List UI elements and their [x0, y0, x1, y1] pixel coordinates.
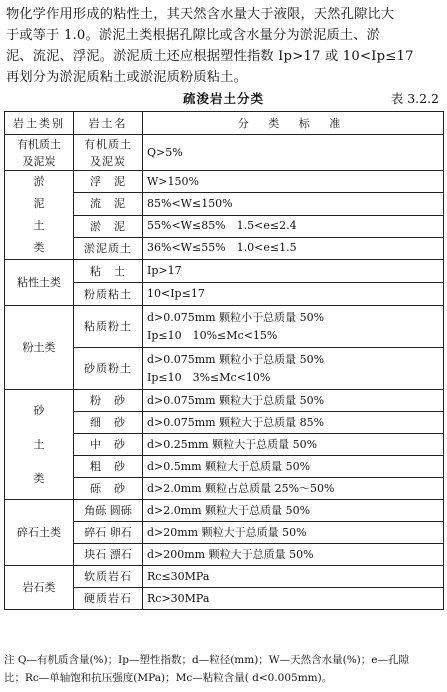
criterion-cell: d>0.075mm 颗粒大于总质量 85%	[143, 412, 444, 434]
note-line: 注 Q—有机质含量(%)；Ip—塑性指数；d—粒径(mm)；W—天然含水量(%)；e—孔隙	[4, 654, 409, 666]
name-cell: 砂质粉土	[74, 348, 143, 390]
paragraph-line: 泥、流泥、浮泥。淤泥质土还应根据塑性指数 Ip>17 或 10<Ip≤17	[6, 49, 414, 64]
category-char: 土	[33, 219, 45, 232]
criterion-cell: Rc≤30MPa	[143, 566, 444, 588]
category-cell	[5, 171, 74, 260]
paragraph-line: 物化学作用形成的粘性土，其天然含水量大于液限，天然孔隙比大	[6, 7, 395, 22]
criterion-cell: 10<Ip≤17	[143, 283, 444, 306]
name-cell: 砾 砂	[74, 478, 143, 500]
criterion-cell: 55%<W≤85% 1.5<e≤2.4	[143, 215, 444, 237]
criterion-text: d>0.075mm 颗粒小于总质量 50%	[147, 310, 325, 324]
table-note	[4, 651, 444, 687]
paragraph-line: 于或等于 1.0。淤泥土类根据孔隙比或含水量分为淤泥质土、淤	[6, 28, 381, 43]
table-header-row	[5, 112, 444, 135]
criterion-cell: Q>5%	[143, 135, 444, 171]
name-cell: 硬质岩石	[74, 588, 143, 610]
criterion-cell	[143, 306, 444, 348]
paragraph-line: 再划分为淤泥质粘土或淤泥质粉质粘土。	[6, 70, 247, 85]
body-paragraph	[6, 4, 442, 88]
soil-classification-table	[4, 111, 444, 610]
table-row	[5, 390, 444, 412]
table-number: 表 3.2.2	[390, 91, 439, 106]
criterion-text: Ip≤10 10%≤Mc<15%	[147, 328, 278, 342]
criterion-cell: d>200mm 颗粒大于总质量 50%	[143, 544, 444, 566]
criterion-cell: W>150%	[143, 171, 444, 193]
criterion-cell: Ip>17	[143, 260, 444, 283]
category-text: 及泥炭	[22, 154, 56, 168]
category-char: 泥	[33, 197, 45, 210]
criterion-cell: d>20mm 颗粒大于总质量 50%	[143, 522, 444, 544]
name-cell	[74, 135, 143, 171]
criterion-cell: Rc>30MPa	[143, 588, 444, 610]
name-cell: 软质岩石	[74, 566, 143, 588]
criterion-cell: d>2.0mm 颗粒大于总质量 50%	[143, 500, 444, 522]
name-text: 及泥炭	[90, 154, 126, 168]
category-char: 砂	[33, 403, 45, 417]
name-cell: 淤泥质土	[74, 237, 143, 259]
criterion-cell: d>0.075mm 颗粒大于总质量 50%	[143, 390, 444, 412]
name-cell: 粉质粘土	[74, 283, 143, 306]
criterion-text: Ip≤10 3%≤Mc<10%	[147, 370, 271, 384]
criterion-cell: 36%<W≤55% 1.0<e≤1.5	[143, 237, 444, 259]
table-row	[5, 171, 444, 193]
table-caption	[0, 89, 447, 107]
name-cell: 淤 泥	[74, 215, 143, 237]
table-row	[5, 566, 444, 588]
name-cell: 粘 土	[74, 260, 143, 283]
criterion-cell: 85%<W≤150%	[143, 193, 444, 215]
table-row	[5, 135, 444, 171]
name-cell: 块石 漂石	[74, 544, 143, 566]
table-row	[5, 306, 444, 348]
name-cell: 角砾 圆砾	[74, 500, 143, 522]
name-cell: 浮 泥	[74, 171, 143, 193]
category-cell: 粉土类	[5, 306, 74, 390]
table-row	[5, 500, 444, 522]
table-row	[5, 260, 444, 283]
criterion-cell: d>2.0mm 颗粒占总质量 25%～50%	[143, 478, 444, 500]
category-cell	[5, 135, 74, 171]
table-title: 疏浚岩土分类	[182, 91, 264, 106]
criterion-cell: d>0.25mm 颗粒大于总质量 50%	[143, 434, 444, 456]
header-category: 岩土类别	[5, 112, 74, 135]
name-cell: 细 砂	[74, 412, 143, 434]
name-cell: 中 砂	[74, 434, 143, 456]
name-cell: 碎石 卵石	[74, 522, 143, 544]
criterion-cell	[143, 348, 444, 390]
header-criterion: 分 类 标 准	[143, 112, 444, 135]
criterion-text: d>0.075mm 颗粒小于总质量 50%	[147, 352, 325, 366]
category-char: 类	[33, 471, 45, 485]
name-cell: 粉 砂	[74, 390, 143, 412]
criterion-cell: d>0.5mm 颗粒大于总质量 50%	[143, 456, 444, 478]
name-cell: 流 泥	[74, 193, 143, 215]
header-name: 岩土名	[74, 112, 143, 135]
category-char: 土	[33, 437, 45, 451]
name-cell: 粘质粉土	[74, 306, 143, 348]
category-cell	[5, 390, 74, 500]
name-cell: 粗 砂	[74, 456, 143, 478]
category-char: 类	[33, 241, 45, 254]
category-cell: 碎石土类	[5, 500, 74, 566]
category-char: 淤	[33, 175, 45, 188]
category-text: 有机质土	[17, 137, 61, 151]
name-text: 有机质土	[84, 137, 132, 151]
category-cell: 岩石类	[5, 566, 74, 610]
note-line: 比；Rc—单轴饱和抗压强度(MPa)；Mc—粘粒含量( d<0.005mm)。	[4, 672, 333, 684]
category-cell: 粘性土类	[5, 260, 74, 306]
